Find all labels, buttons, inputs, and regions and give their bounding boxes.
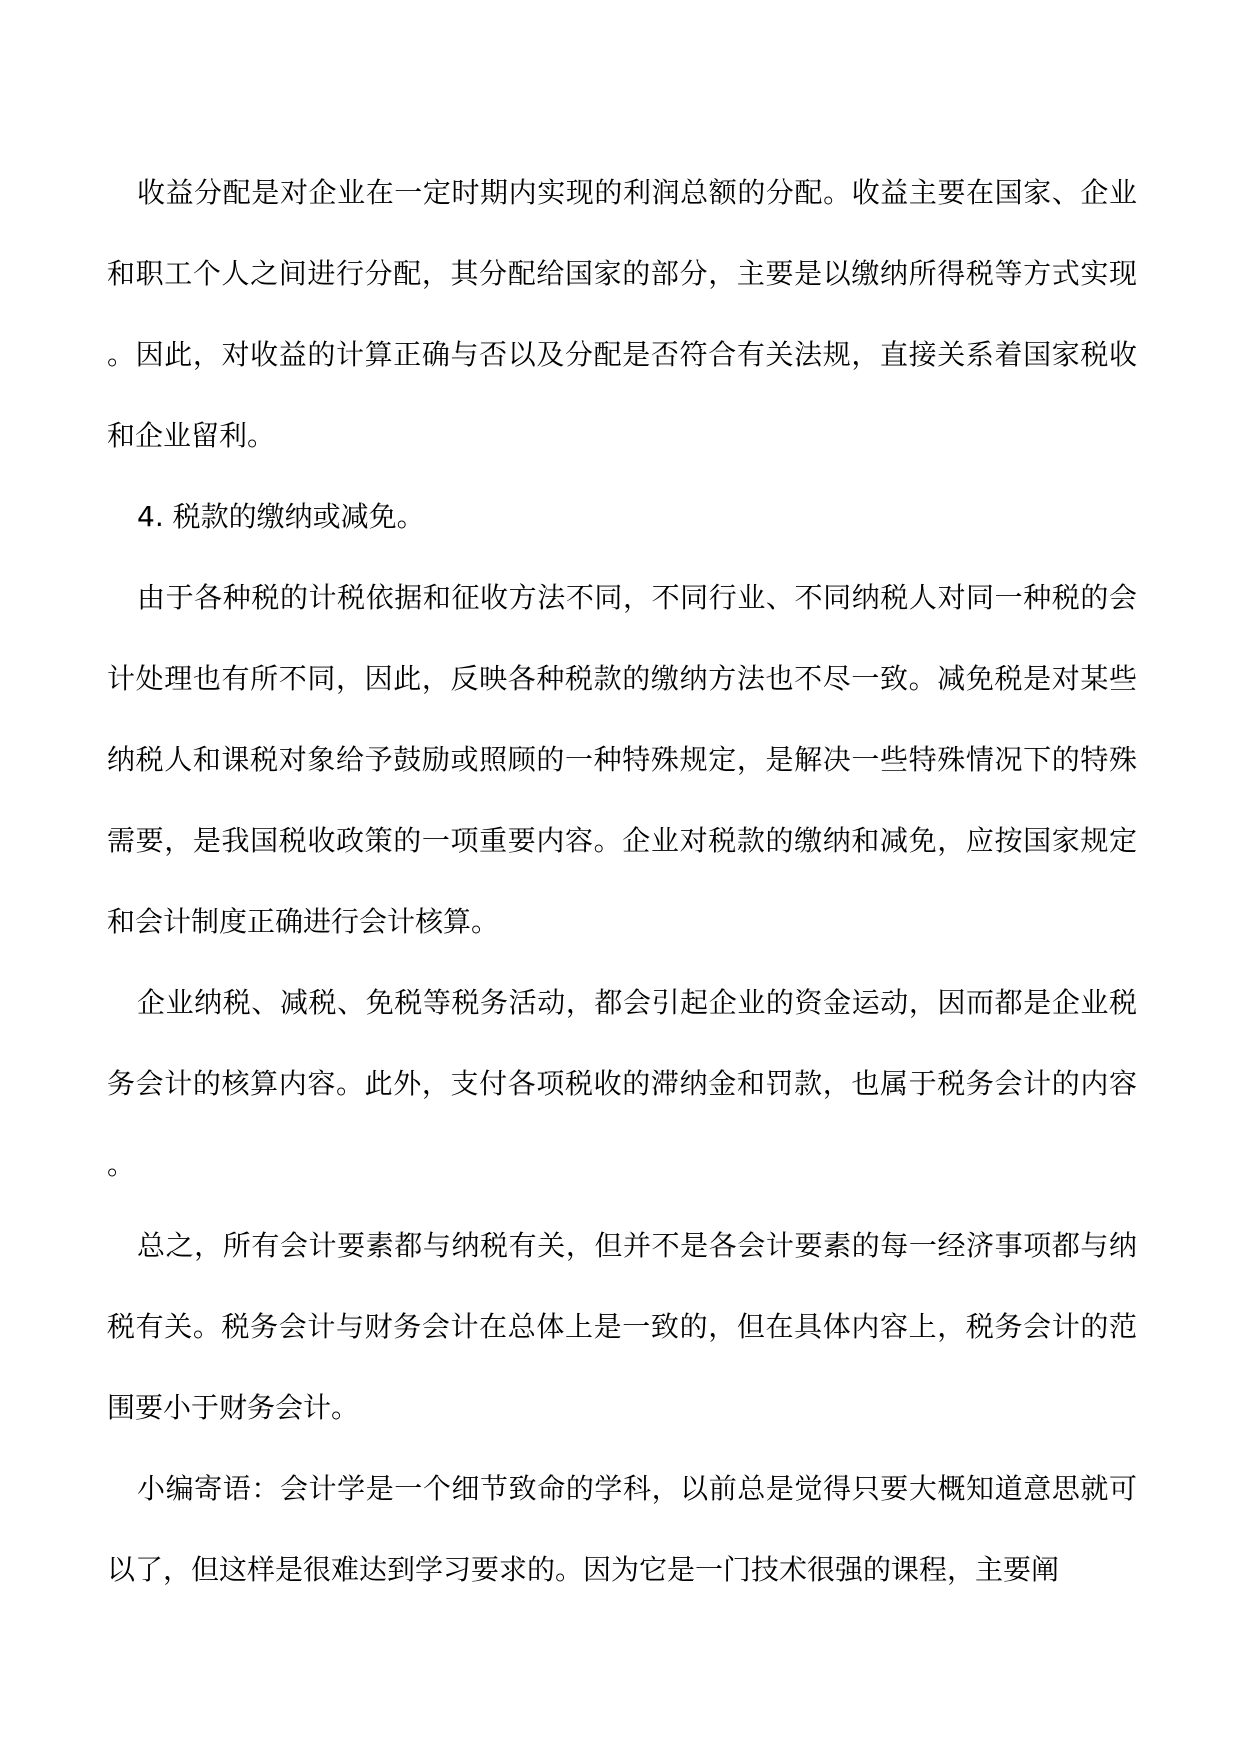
paragraph-summary: 总之，所有会计要素都与纳税有关，但并不是各会计要素的每一经济事项都与纳税有关。税务会计与财务会计在总体上是一致的，但在具体内容上，税务会计的范围要小于财务会计。 [107,1229,1137,1424]
paragraph-income-distribution: 收益分配是对企业在一定时期内实现的利润总额的分配。收益主要在国家、企业和职工个人之间进行分配，其分配给国家的部分，主要是以缴纳所得税等方式实现。因此，对收益的计算正确与否以及分配是否符合有关法规，直接关系着国家税收和企业留利。 [107,176,1137,452]
paragraph-tax-accounting-methods: 由于各种税的计税依据和征收方法不同，不同行业、不同纳税人对同一种税的会计处理也有所不同，因此，反映各种税款的缴纳方法也不尽一致。减免税是对某些纳税人和课税对象给予鼓励或照顾的一种特殊规定，是解决一些特殊情况下的特殊需要，是我国税收政策的一项重要内容。企业对税款的缴纳和减免，应按国家规定和会计制度正确进行会计核算。 [107,581,1137,938]
paragraph-editor-note: 小编寄语：会计学是一个细节致命的学科，以前总是觉得只要大概知道意思就可以了，但这样是很难达到学习要求的。因为它是一门技术很强的课程，主要阐 [107,1472,1137,1586]
heading-tax-payment-or-reduction: 4. 税款的缴纳或减免。 [137,500,425,533]
paragraph-tax-activities: 企业纳税、减税、免税等税务活动，都会引起企业的资金运动，因而都是企业税务会计的核算内容。此外，支付各项税收的滞纳金和罚款，也属于税务会计的内容。 [107,986,1137,1181]
document-page [107,152,1137,1610]
